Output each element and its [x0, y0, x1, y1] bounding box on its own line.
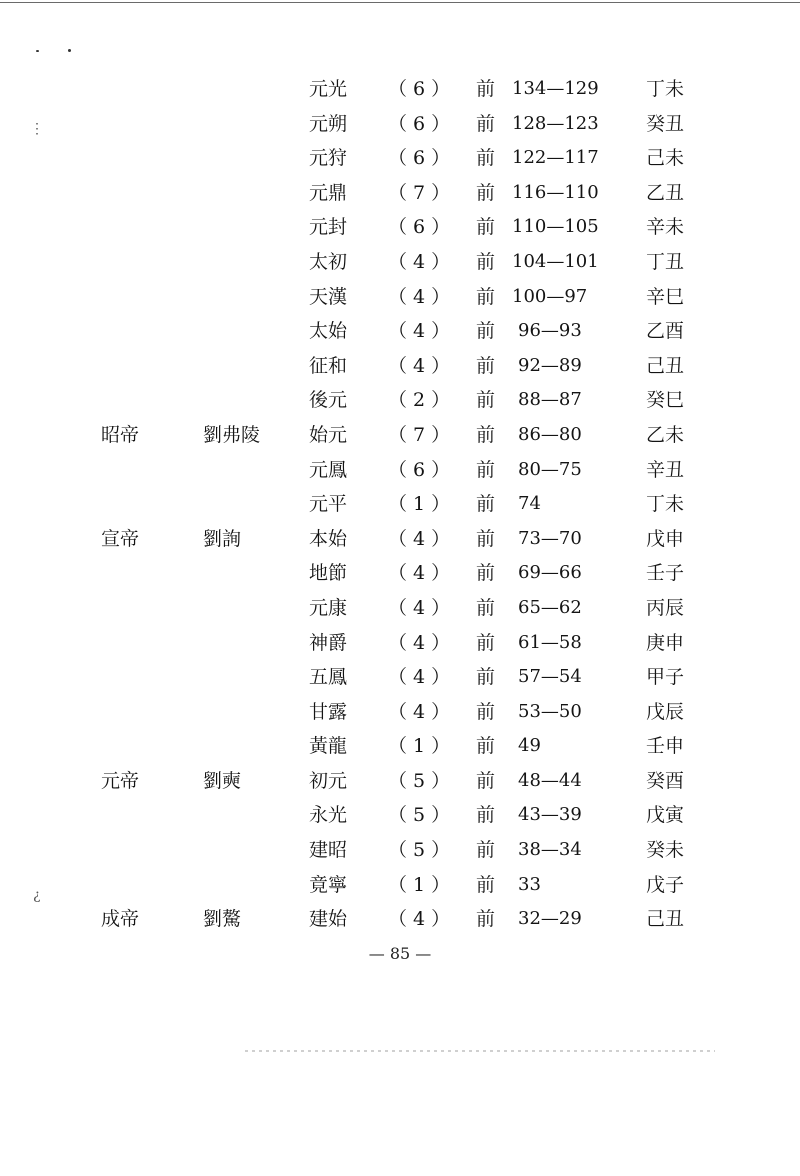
era-duration: （6） — [388, 112, 457, 135]
year-range: 104—101 — [512, 250, 599, 272]
ganzhi-year: 戊寅 — [646, 804, 685, 827]
ganzhi-year: 己丑 — [646, 354, 685, 377]
bce-prefix: 前 — [476, 908, 496, 931]
era-name: 元鼎 — [309, 181, 348, 204]
bce-prefix: 前 — [476, 873, 496, 896]
era-name: 建始 — [309, 908, 348, 931]
table-row — [0, 591, 800, 626]
year-range: 48—44 — [518, 769, 582, 791]
year-range: 74 — [518, 493, 541, 515]
era-duration: （7） — [388, 423, 457, 446]
ganzhi-year: 癸丑 — [646, 112, 685, 135]
table-row — [0, 349, 800, 384]
ganzhi-year: 癸未 — [646, 839, 685, 862]
ganzhi-year: 己丑 — [646, 908, 685, 931]
ganzhi-year: 乙未 — [646, 423, 685, 446]
ganzhi-year: 癸酉 — [646, 769, 685, 792]
table-row — [0, 245, 800, 280]
era-duration: （4） — [388, 527, 457, 550]
year-range: 128—123 — [512, 112, 599, 134]
table-row — [0, 695, 800, 730]
era-duration: （4） — [388, 285, 457, 308]
era-duration: （6） — [388, 78, 457, 100]
era-name: 元康 — [309, 596, 348, 619]
table-row — [0, 522, 800, 557]
table-row — [0, 280, 800, 315]
table-row — [0, 383, 800, 418]
bce-prefix: 前 — [476, 216, 496, 239]
era-name: 五鳳 — [309, 666, 348, 689]
year-range: 73—70 — [518, 527, 582, 549]
era-duration: （2） — [388, 389, 457, 412]
year-range: 100—97 — [512, 285, 588, 307]
ganzhi-year: 壬申 — [646, 735, 685, 758]
ganzhi-year: 庚申 — [646, 631, 685, 654]
emperor-title: 宣帝 — [101, 527, 140, 550]
era-duration: （7） — [388, 181, 457, 204]
table-row — [0, 107, 800, 142]
bce-prefix: 前 — [476, 389, 496, 412]
era-name: 元狩 — [309, 147, 348, 170]
table-row — [0, 764, 800, 799]
year-range: 80—75 — [518, 458, 582, 480]
ganzhi-year: 戊申 — [646, 527, 685, 550]
era-name: 本始 — [309, 527, 348, 550]
era-name-table — [0, 72, 800, 937]
bce-prefix: 前 — [476, 181, 496, 204]
scan-speck — [68, 49, 71, 52]
year-range: 92—89 — [518, 354, 582, 376]
year-range: 134—129 — [512, 78, 599, 99]
year-range: 96—93 — [518, 320, 582, 342]
era-duration: （6） — [388, 216, 457, 239]
bce-prefix: 前 — [476, 596, 496, 619]
table-row — [0, 487, 800, 522]
table-row — [0, 902, 800, 937]
bce-prefix: 前 — [476, 458, 496, 481]
era-duration: （1） — [388, 493, 457, 516]
bce-prefix: 前 — [476, 423, 496, 446]
bce-prefix: 前 — [476, 285, 496, 308]
era-duration: （4） — [388, 908, 457, 931]
bce-prefix: 前 — [476, 839, 496, 862]
era-name: 神爵 — [309, 631, 348, 654]
ganzhi-year: 戊子 — [646, 873, 685, 896]
era-duration: （1） — [388, 873, 457, 896]
emperor-name: 劉弗陵 — [203, 423, 261, 446]
era-name: 永光 — [309, 804, 348, 827]
era-duration: （4） — [388, 700, 457, 723]
era-duration: （4） — [388, 354, 457, 377]
bce-prefix: 前 — [476, 735, 496, 758]
table-row — [0, 833, 800, 868]
era-duration: （4） — [388, 596, 457, 619]
ganzhi-year: 乙酉 — [646, 320, 685, 343]
bce-prefix: 前 — [476, 804, 496, 827]
era-duration: （5） — [388, 839, 457, 862]
era-name: 元鳳 — [309, 458, 348, 481]
ganzhi-year: 戊辰 — [646, 700, 685, 723]
ganzhi-year: 辛未 — [646, 216, 685, 239]
era-name: 太初 — [309, 250, 348, 273]
scan-top-edge — [0, 2, 800, 3]
table-row — [0, 314, 800, 349]
ganzhi-year: 癸巳 — [646, 389, 685, 412]
era-name: 始元 — [309, 423, 348, 446]
bce-prefix: 前 — [476, 631, 496, 654]
era-duration: （5） — [388, 769, 457, 792]
era-duration: （5） — [388, 804, 457, 827]
era-name: 天漢 — [309, 285, 348, 308]
era-name: 黃龍 — [309, 735, 348, 758]
bce-prefix: 前 — [476, 78, 496, 100]
ganzhi-year: 丁未 — [646, 493, 685, 516]
table-row — [0, 453, 800, 488]
era-name: 竟寧 — [309, 873, 348, 896]
bce-prefix: 前 — [476, 320, 496, 343]
era-duration: （4） — [388, 562, 457, 585]
year-range: 69—66 — [518, 562, 582, 584]
era-duration: （4） — [388, 666, 457, 689]
scan-smudge — [245, 1050, 715, 1052]
table-row — [0, 626, 800, 661]
era-name: 甘露 — [309, 700, 348, 723]
bce-prefix: 前 — [476, 354, 496, 377]
table-row — [0, 176, 800, 211]
emperor-title: 元帝 — [101, 769, 140, 792]
era-duration: （4） — [388, 631, 457, 654]
emperor-name: 劉奭 — [203, 769, 242, 792]
table-row — [0, 141, 800, 176]
bce-prefix: 前 — [476, 493, 496, 516]
margin-mark: ¿ — [33, 887, 41, 903]
ganzhi-year: 壬子 — [646, 562, 685, 585]
ganzhi-year: 己未 — [646, 147, 685, 170]
era-name: 太始 — [309, 320, 348, 343]
year-range: 32—29 — [518, 908, 582, 930]
era-name: 征和 — [309, 354, 348, 377]
bce-prefix: 前 — [476, 562, 496, 585]
year-range: 53—50 — [518, 700, 582, 722]
era-duration: （6） — [388, 458, 457, 481]
table-row — [0, 556, 800, 591]
ganzhi-year: 辛巳 — [646, 285, 685, 308]
ganzhi-year: 丁丑 — [646, 250, 685, 273]
scan-speck — [36, 50, 39, 52]
ganzhi-year: 辛丑 — [646, 458, 685, 481]
era-duration: （4） — [388, 250, 457, 273]
year-range: 33 — [518, 873, 541, 895]
bce-prefix: 前 — [476, 250, 496, 273]
table-row — [0, 210, 800, 245]
year-range: 38—34 — [518, 839, 582, 861]
emperor-title: 成帝 — [101, 908, 140, 931]
era-name: 地節 — [309, 562, 348, 585]
table-row — [0, 729, 800, 764]
ganzhi-year: 丙辰 — [646, 596, 685, 619]
era-name: 元封 — [309, 216, 348, 239]
ganzhi-year: 乙丑 — [646, 181, 685, 204]
era-duration: （1） — [388, 735, 457, 758]
table-row — [0, 72, 800, 107]
year-range: 49 — [518, 735, 541, 757]
year-range: 65—62 — [518, 596, 582, 618]
ganzhi-year: 丁未 — [646, 78, 685, 100]
year-range: 110—105 — [512, 216, 599, 238]
emperor-name: 劉驁 — [203, 908, 242, 931]
table-row — [0, 418, 800, 453]
year-range: 86—80 — [518, 423, 582, 445]
era-duration: （4） — [388, 320, 457, 343]
year-range: 43—39 — [518, 804, 582, 826]
margin-mark: ⋮ — [30, 121, 44, 137]
era-name: 初元 — [309, 769, 348, 792]
year-range: 116—110 — [512, 181, 599, 203]
era-name: 後元 — [309, 389, 348, 412]
bce-prefix: 前 — [476, 666, 496, 689]
table-row — [0, 660, 800, 695]
emperor-title: 昭帝 — [101, 423, 140, 446]
era-name: 元光 — [309, 78, 348, 100]
page-number: — 85 — — [368, 944, 432, 963]
bce-prefix: 前 — [476, 112, 496, 135]
year-range: 61—58 — [518, 631, 582, 653]
emperor-name: 劉詢 — [203, 527, 242, 550]
ganzhi-year: 甲子 — [646, 666, 685, 689]
bce-prefix: 前 — [476, 527, 496, 550]
bce-prefix: 前 — [476, 700, 496, 723]
era-name: 元朔 — [309, 112, 348, 135]
year-range: 122—117 — [512, 147, 599, 169]
table-row — [0, 868, 800, 903]
era-name: 元平 — [309, 493, 348, 516]
bce-prefix: 前 — [476, 147, 496, 170]
table-row — [0, 798, 800, 833]
era-duration: （6） — [388, 147, 457, 170]
bce-prefix: 前 — [476, 769, 496, 792]
year-range: 88—87 — [518, 389, 582, 411]
year-range: 57—54 — [518, 666, 582, 688]
era-name: 建昭 — [309, 839, 348, 862]
